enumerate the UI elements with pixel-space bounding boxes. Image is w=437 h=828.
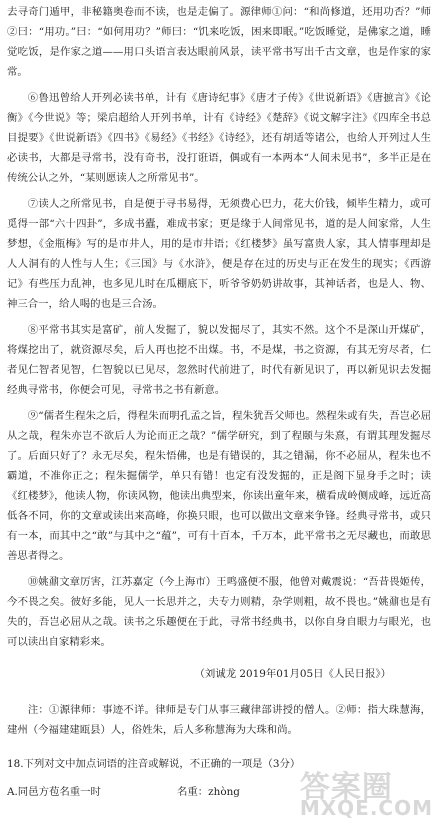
watermark-text: 答案圈 (299, 770, 393, 805)
watermark-logo (299, 770, 433, 820)
article (7, 0, 431, 802)
paragraph-5: 去寻奇门遁甲，非秘籍奥卷而不读，也是走偏了。源律师①问：“和尚修道，还用功否？”师②曰：“用功。”曰：“如何用功？”师曰：“饥来吃饭，困来即眠。”吃饭睡觉，是佛家之道，睡觉吃饭，是作家之道——用口头语言表达眼前风景，读平常书写出千古文章，也是作家的家常。 (7, 6, 431, 78)
paragraph-6: ⑥鲁迅曾给人开列必读书单，计有《唐诗纪事》《唐才子传》《世说新语》《唐摭言》《论衡》《今世说》等；梁启超给人开列书单，计有《诗经》《楚辞》《说文解字注》《四库全书总目提要》《世说新语》《四书》《易经》《书经》《诗经》，还有胡适等诸公，也给人开列过人生必读书，大都是寻常书，没有奇书，没打诳语，偶或有一本两本“人间未见书”，多半正是在传统公认之外，“某则愿读人之所常见书”。 (7, 92, 431, 184)
paragraph-7: ⑦读人之所常见书，自是便于寻书易得，无须费心巴力，花大价钱，倾毕生精力，或可觅得一部“六十四卦”，多成书蠹，难成书家；更是缘于人间常见书，道的是人间家常，人生梦想，《金瓶梅》写的是市井人，用的是市井语；《红楼梦》虽写富贵人家，其人情事理却是人人洞有的人性与人生；《三国》与《水浒》，便是存在过的历史与正在发生的现实；《西游记》有些压力乱神，也多见儿时在瓜棚底下，听爷爷奶奶讲故事，其神话者，也是人、物、神三合一，给人喝的也是三合汤。 (7, 198, 431, 310)
paragraph-10: ⑩姚鼐文章厉害，江苏嘉定（今上海市）王鸣盛便不服，他曾对戴震说：“吾昔畏姬传，今不畏之矣。彼好多能，见人一长思并之，夫专力则精，杂学则粗，故不畏也。”姚鼐也是有失的，吾岂必屈从之哉。读书之乐趣便在于此，寻常书经典书，以你自身自眼力与眼光，也可以读出自家精彩来。 (7, 576, 431, 648)
option-a-note: 名重：zhòng (177, 786, 240, 798)
paragraph-8: ⑧平常书其实是富矿，前人发掘了，貌以发掘尽了，其实不然。这个不是深山开煤矿，将煤挖出了，就资源尽矣，后人再也挖不出煤。书，不是煤，书之资源，有其无穷尽者，仁者见仁智者见智，仁智貌以已见尽，忽然时代前进了，时代有新见识了，再以新见识去发掘经典寻常书，你便会可见，寻常书之书有新意。 (7, 324, 431, 396)
question-18: 18.下列对文中加点词语的注音或解说，不正确的一项是（3分） (7, 758, 301, 770)
paragraph-9: ⑨“儒者生程朱之后，得程朱而明孔孟之旨，程朱犹吾父师也。然程朱或有失，吾岂必屈从之哉，程朱亦岂不欲后人为论而正之哉？”儒学研究，到了程颐与朱熹，有谓其理发掘尽了。后面只好了？永无尽矣，程朱悟佛，也是有错误的，其之错漏，你不必屈从，程朱也不霸道，不准你正之；程朱掘儒学，单只有错！也定有没发掘的，正是阁下显身手之时；读《红楼梦》，他读人物，你读风物，他读出典型来，你读出童年来，横看成岭侧成峰，远近高低各不同，你的文章或读出来高峰，你换只眼，也可以做出文章来争锋。经典寻常书，或只有一本，而其中之“敢”与其中之“蕴”，可有十百本，千万本，此平常书之无尽藏也，而敢思善思者得之。 (7, 410, 431, 562)
option-a-text: A.同邑方苞名重一时 (7, 786, 101, 798)
footnotes: 注：①源律师：事迹不详。律师是专门从事三藏律部讲授的僧人。②师：指大珠慧海，建州（今福建建瓯县）人，俗姓朱，后人多称慧海为大珠和尚。 (7, 704, 431, 736)
watermark-domain: MXQE.COM (299, 796, 433, 820)
source-citation: （刘诚龙 2019年01月05日《人民日报》） (194, 668, 391, 680)
